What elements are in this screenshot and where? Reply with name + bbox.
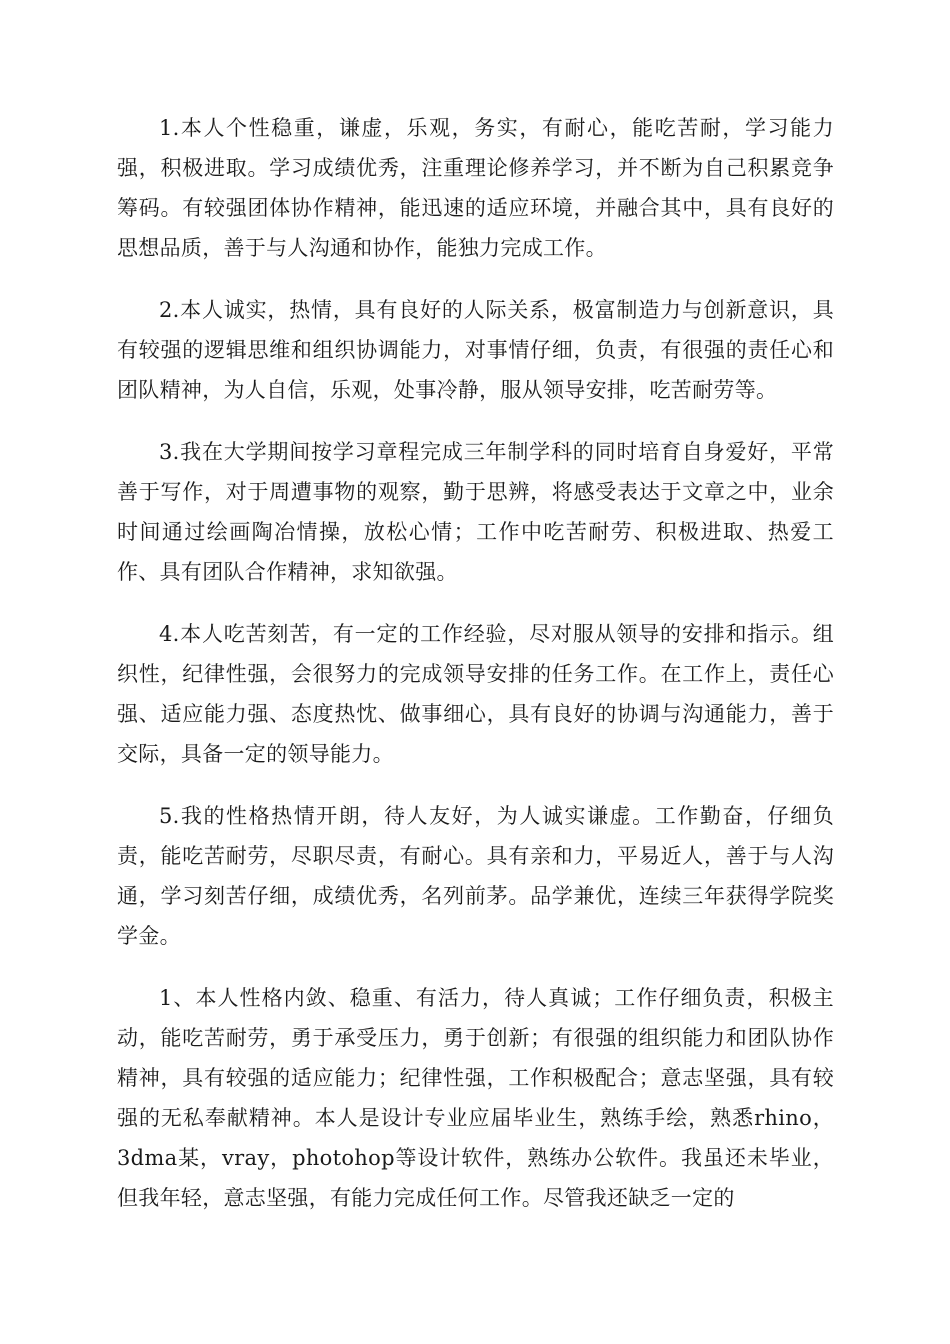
document-body bbox=[117, 108, 834, 1240]
paragraph-2: 2.本人诚实，热情，具有良好的人际关系，极富制造力与创新意识，具有较强的逻辑思维和组织协调能力，对事情仔细，负责，有很强的责任心和团队精神，为人自信，乐观，处事冷静，服从领导安排，吃苦耐劳等。 bbox=[117, 298, 834, 402]
paragraph-5: 5.我的性格热情开朗，待人友好，为人诚实谦虚。工作勤奋，仔细负责，能吃苦耐劳，尽职尽责，有耐心。具有亲和力，平易近人，善于与人沟通，学习刻苦仔细，成绩优秀，名列前茅。品学兼优，连续三年获得学院奖学金。 bbox=[117, 804, 834, 948]
paragraph-6: 1、本人性格内敛、稳重、有活力，待人真诚；工作仔细负责，积极主动，能吃苦耐劳，勇于承受压力，勇于创新；有很强的组织能力和团队协作精神，具有较强的适应能力；纪律性强，工作积极配合；意志坚强，具有较强的无私奉献精神。本人是设计专业应届毕业生，熟练手绘，熟悉rhino，3dma某，vray，photohop等设计软件，熟练办公软件。我虽还未毕业，但我年轻，意志坚强，有能力完成任何工作。尽管我还缺乏一定的 bbox=[117, 986, 834, 1210]
paragraph-1: 1.本人个性稳重，谦虚，乐观，务实，有耐心，能吃苦耐，学习能力强，积极进取。学习成绩优秀，注重理论修养学习，并不断为自己积累竞争筹码。有较强团体协作精神，能迅速的适应环境，并融合其中，具有良好的思想品质，善于与人沟通和协作，能独力完成工作。 bbox=[117, 116, 834, 260]
paragraph-3: 3.我在大学期间按学习章程完成三年制学科的同时培育自身爱好，平常善于写作，对于周遭事物的观察，勤于思辨，将感受表达于文章之中，业余时间通过绘画陶冶情操，放松心情；工作中吃苦耐劳、积极进取、热爱工作、具有团队合作精神，求知欲强。 bbox=[117, 440, 834, 584]
paragraph-4: 4.本人吃苦刻苦，有一定的工作经验，尽对服从领导的安排和指示。组织性，纪律性强，会很努力的完成领导安排的任务工作。在工作上，责任心强、适应能力强、态度热忱、做事细心，具有良好的协调与沟通能力，善于交际，具备一定的领导能力。 bbox=[117, 622, 834, 766]
